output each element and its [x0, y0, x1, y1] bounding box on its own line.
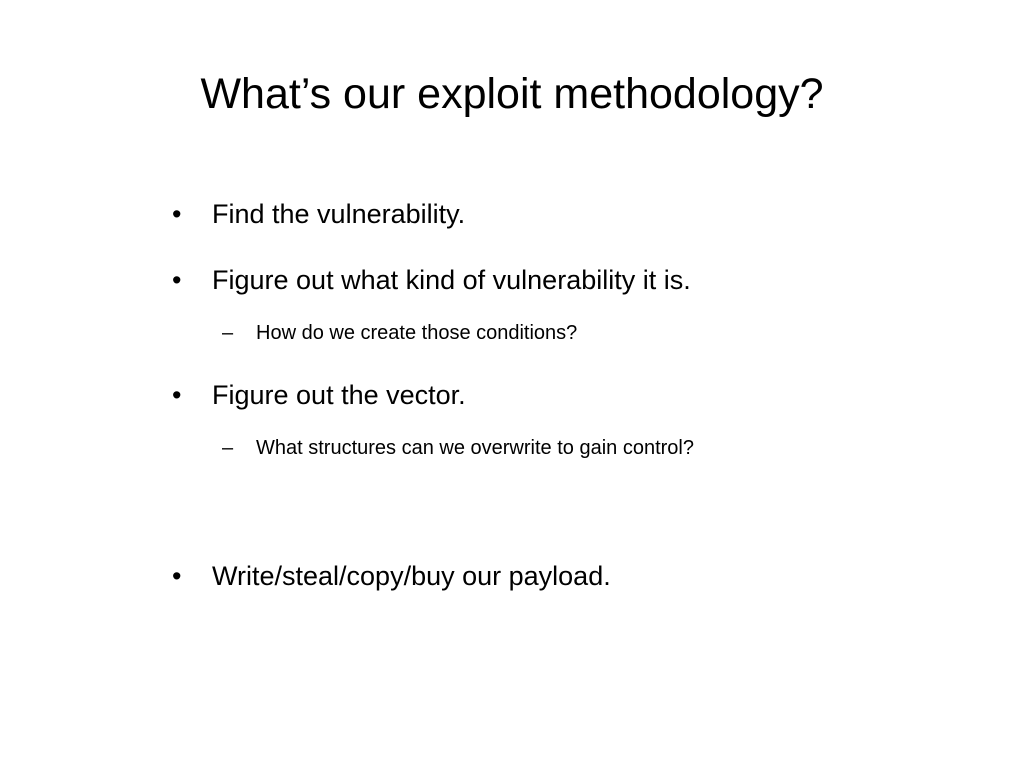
bullet-icon: • [172, 199, 182, 229]
dash-icon: – [222, 437, 234, 459]
bullet-text: Figure out what kind of vulnerability it is. [212, 265, 691, 295]
bullet-text: Figure out the vector. [212, 380, 466, 410]
bullet-text: Write/steal/copy/buy our payload. [212, 561, 611, 591]
sub-bullet-text: What structures can we overwrite to gain control? [256, 437, 694, 459]
bullet-text: Find the vulnerability. [212, 199, 466, 229]
bullet-icon: • [172, 561, 182, 591]
sub-bullet-text: How do we create those conditions? [256, 322, 578, 344]
slide-title: What’s our exploit methodology? [200, 70, 824, 118]
dash-icon: – [222, 322, 234, 344]
bullet-icon: • [172, 265, 182, 295]
bullet-icon: • [172, 380, 182, 410]
